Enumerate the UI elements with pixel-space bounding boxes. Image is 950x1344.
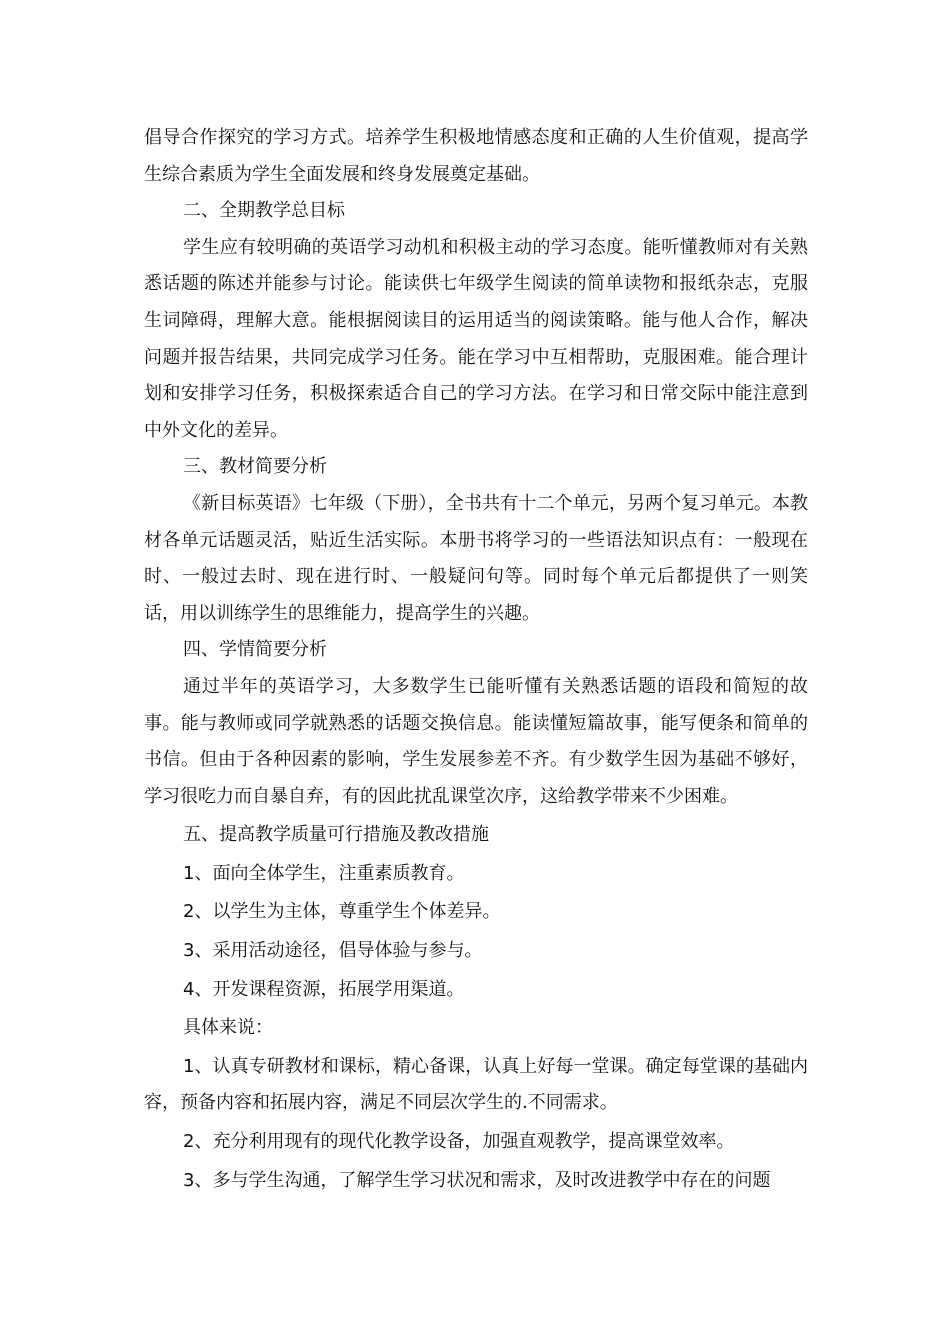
measure-item-4: 4、开发课程资源，拓展学用渠道。: [183, 978, 465, 1000]
overall-goals-paragraph: 学生应有较明确的英语学习动机和积极主动的学习态度。能听懂教师对有关熟悉话题的陈述并能参与讨论。能读供七年级学生阅读的简单读物和报纸杂志，克服生词障碍，理解大意。能根据阅读目的运用适当的阅读策略。能与他人合作，解决问题并报告结果，共同完成学习任务。能在学习中互相帮助，克服困难。能合理计划和安排学习任务，积极探索适合自己的学习方法。在学习和日常交际中能注意到中外文化的差异。: [144, 236, 808, 441]
document-page: [144, 120, 808, 1199]
specific-item-2: 2、充分利用现有的现代化教学设备，加强直观教学，提高课堂效率。: [183, 1131, 735, 1153]
specific-item-1: 1、认真专研教材和课标，精心备课，认真上好每一堂课。确定每堂课的基础内容，预备内容和拓展内容，满足不同层次学生的.不同需求。: [144, 1055, 808, 1114]
specifics-label: 具体来说：: [183, 1017, 273, 1039]
measure-item-3: 3、采用活动途径，倡导体验与参与。: [183, 940, 483, 962]
measure-item-2: 2、以学生为主体，尊重学生个体差异。: [183, 901, 501, 923]
textbook-analysis-paragraph: 《新目标英语》七年级（下册），全书共有十二个单元，另两个复习单元。本教材各单元话题灵活，贴近生活实际。本册书将学习的一些语法知识点有：一般现在时、一般过去时、现在进行时、一般疑问句等。同时每个单元后都提供了一则笑话，用以训练学生的思维能力，提高学生的兴趣。: [144, 492, 808, 624]
specific-item-3: 3、多与学生沟通，了解学生学习状况和需求，及时改进教学中存在的问题: [183, 1169, 771, 1191]
student-analysis-paragraph: 通过半年的英语学习，大多数学生已能听懂有关熟悉话题的语段和简短的故事。能与教师或同学就熟悉的话题交换信息。能读懂短篇故事，能写便条和简单的书信。但由于各种因素的影响，学生发展参差不齐。有少数学生因为基础不够好，学习很吃力而自暴自弃，有的因此扰乱课堂次序，这给教学带来不少困难。: [144, 675, 808, 807]
intro-paragraph: 倡导合作探究的学习方式。培养学生积极地情感态度和正确的人生价值观，提高学生综合素质为学生全面发展和终身发展奠定基础。: [144, 127, 808, 185]
section-heading-textbook-analysis: 三、教材简要分析: [183, 456, 327, 478]
section-heading-overall-goals: 二、全期教学总目标: [183, 200, 345, 222]
section-heading-student-analysis: 四、学情简要分析: [183, 639, 327, 661]
measure-item-1: 1、面向全体学生，注重素质教育。: [183, 862, 465, 884]
section-heading-measures: 五、提高教学质量可行措施及教改措施: [183, 824, 489, 846]
